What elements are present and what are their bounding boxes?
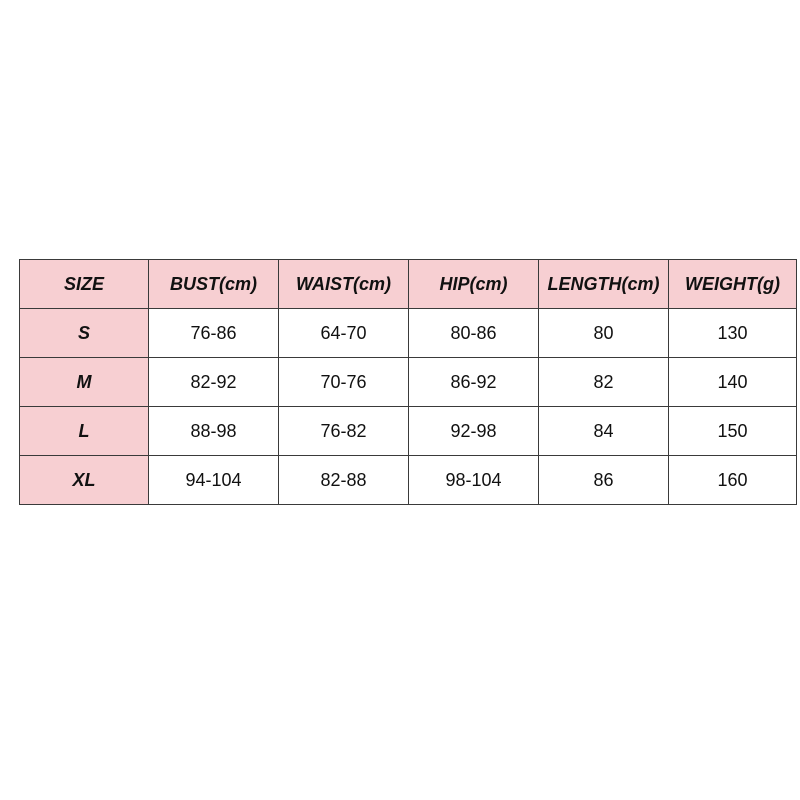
length-value: 84 (539, 407, 669, 456)
table-row (20, 358, 797, 407)
bust-value: 76-86 (149, 309, 279, 358)
bust-value: 82-92 (149, 358, 279, 407)
header-row (20, 260, 797, 309)
size-label: XL (20, 456, 149, 505)
weight-value: 160 (669, 456, 797, 505)
header-weight: WEIGHT(g) (669, 260, 797, 309)
header-hip: HIP(cm) (409, 260, 539, 309)
weight-value: 130 (669, 309, 797, 358)
size-chart-table (19, 259, 797, 505)
bust-value: 94-104 (149, 456, 279, 505)
table-row (20, 407, 797, 456)
bust-value: 88-98 (149, 407, 279, 456)
hip-value: 92-98 (409, 407, 539, 456)
header-size: SIZE (20, 260, 149, 309)
length-value: 82 (539, 358, 669, 407)
hip-value: 80-86 (409, 309, 539, 358)
size-label: M (20, 358, 149, 407)
header-bust: BUST(cm) (149, 260, 279, 309)
weight-value: 150 (669, 407, 797, 456)
waist-value: 76-82 (279, 407, 409, 456)
weight-value: 140 (669, 358, 797, 407)
waist-value: 82-88 (279, 456, 409, 505)
length-value: 80 (539, 309, 669, 358)
hip-value: 86-92 (409, 358, 539, 407)
table-row (20, 456, 797, 505)
hip-value: 98-104 (409, 456, 539, 505)
waist-value: 70-76 (279, 358, 409, 407)
header-length: LENGTH(cm) (539, 260, 669, 309)
table-row (20, 309, 797, 358)
length-value: 86 (539, 456, 669, 505)
waist-value: 64-70 (279, 309, 409, 358)
size-label: L (20, 407, 149, 456)
size-label: S (20, 309, 149, 358)
header-waist: WAIST(cm) (279, 260, 409, 309)
